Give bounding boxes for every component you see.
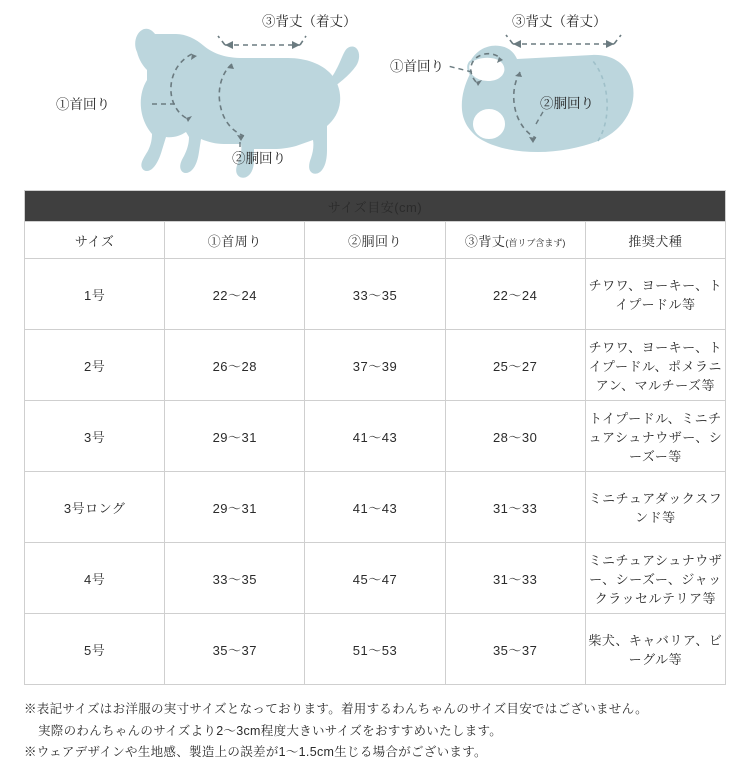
cell-back: 31〜33: [445, 472, 585, 543]
dog-neck-label: ①首回り: [56, 97, 110, 112]
dog-chest-label: ②胴回り: [232, 151, 286, 166]
cell-back: 31〜33: [445, 543, 585, 614]
garment-neck-label: ①首回り: [390, 59, 444, 74]
cell-size: 2号: [25, 330, 165, 401]
size-chart-table: [24, 190, 726, 685]
cell-breed: トイプードル、ミニチュアシュナウザー、シーズー等: [585, 401, 725, 472]
cell-breed: ミニチュアシュナウザー、シーズー、ジャックラッセルテリア等: [585, 543, 725, 614]
dog-back-label: ③背丈（着丈）: [262, 14, 357, 29]
cell-breed: チワワ、ヨーキー、トイプードル等: [585, 259, 725, 330]
table-header-row: [25, 222, 726, 259]
cell-chest: 51〜53: [305, 614, 445, 685]
cell-neck: 33〜35: [165, 543, 305, 614]
size-illustration-area: [0, 0, 750, 190]
table-row: [25, 259, 726, 330]
garment-chest-label: ②胴回り: [540, 96, 594, 111]
cell-neck: 29〜31: [165, 472, 305, 543]
illustration-svg: [0, 0, 750, 190]
dog-figure: [56, 13, 359, 178]
cell-back: 22〜24: [445, 259, 585, 330]
table-row: [25, 472, 726, 543]
table-row: [25, 614, 726, 685]
cell-neck: 22〜24: [165, 259, 305, 330]
cell-neck: 26〜28: [165, 330, 305, 401]
cell-chest: 41〜43: [305, 401, 445, 472]
header-back-main: ③背丈: [464, 233, 506, 249]
notes-block: [24, 699, 726, 764]
cell-breed: 柴犬、キャバリア、ビーグル等: [585, 614, 725, 685]
table-row: [25, 543, 726, 614]
note-line-2: 実際のわんちゃんのサイズより2〜3cm程度大きいサイズをおすすめいたします。: [38, 723, 503, 738]
header-back-sub: (首リブ含まず): [505, 237, 566, 248]
note-line-3: ※ウェアデザインや生地感、製造上の誤差が1〜1.5cm生じる場合がございます。: [24, 745, 487, 759]
cell-size: 5号: [25, 614, 165, 685]
header-chest: ②胴回り: [305, 222, 445, 259]
table-title: サイズ目安(cm): [25, 191, 726, 222]
cell-back: 35〜37: [445, 614, 585, 685]
garment-figure: [390, 13, 633, 152]
header-neck: ①首周り: [165, 222, 305, 259]
cell-back: 25〜27: [445, 330, 585, 401]
cell-chest: 45〜47: [305, 543, 445, 614]
cell-neck: 29〜31: [165, 401, 305, 472]
table-row: [25, 330, 726, 401]
note-line-1: ※表記サイズはお洋服の実寸サイズとなっております。着用するわんちゃんのサイズ目安ではございません。: [24, 702, 648, 716]
cell-size: 3号ロング: [25, 472, 165, 543]
cell-neck: 35〜37: [165, 614, 305, 685]
header-back: [445, 222, 585, 259]
header-breed: 推奨犬種: [585, 222, 725, 259]
cell-breed: ミニチュアダックスフンド等: [585, 472, 725, 543]
table-title-row: [25, 191, 726, 222]
table-row: [25, 401, 726, 472]
cell-size: 1号: [25, 259, 165, 330]
cell-back: 28〜30: [445, 401, 585, 472]
garment-back-label: ③背丈（着丈）: [512, 14, 607, 29]
header-size: サイズ: [25, 222, 165, 259]
cell-chest: 41〜43: [305, 472, 445, 543]
cell-size: 3号: [25, 401, 165, 472]
cell-chest: 33〜35: [305, 259, 445, 330]
cell-size: 4号: [25, 543, 165, 614]
cell-chest: 37〜39: [305, 330, 445, 401]
cell-breed: チワワ、ヨーキー、トイプードル、ポメラニアン、マルチーズ等: [585, 330, 725, 401]
